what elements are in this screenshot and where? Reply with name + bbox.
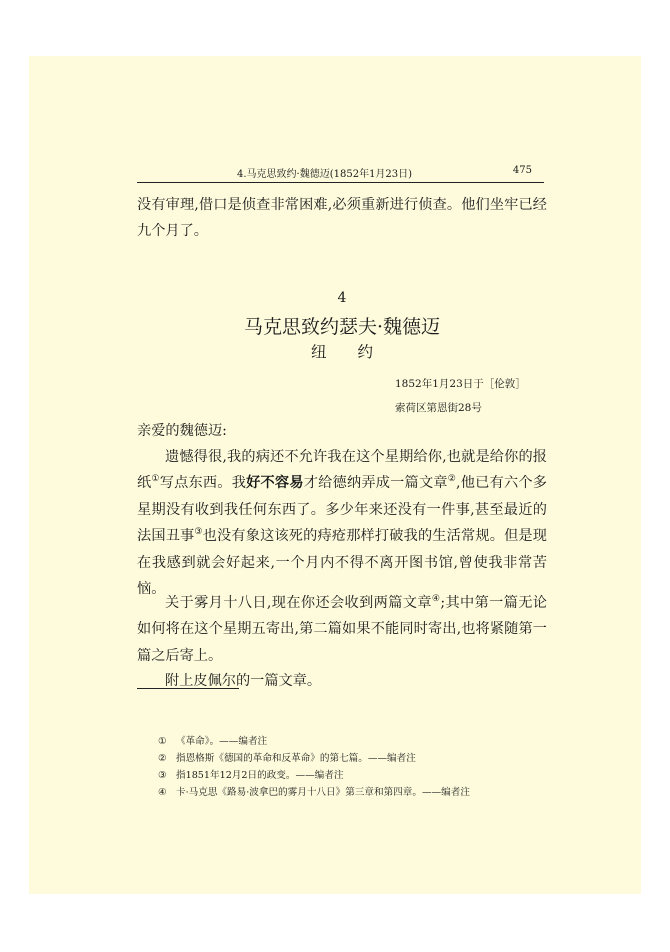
p1-text-d: ,他已有六个多星期没有收到我任何东西了。多少年来还没有一件事,甚至最近的法国丑事 [137,475,547,545]
p1-text-b: 写点东西。我 [159,475,247,492]
p1-text-c: 才给德纳弄成一篇文章 [303,475,448,492]
footnote-mark: ④ [158,787,167,798]
footnote-mark: ① [158,736,167,747]
dateline: 1852年1月23日于［伦敦］ [395,378,526,390]
p2-text-b: ;其中第一篇无论如何将在这个星期五寄出,第二篇如果不能同时寄出,也将紧随第一篇之后寄上。 [137,595,547,664]
letter-number: 4 [337,290,347,306]
salutation: 亲爱的魏德迈: [137,423,227,439]
letter-location: 纽 约 [310,343,373,361]
footnote-ref-3: ③ [194,527,203,538]
continuation-paragraph: 没有审理,借口是侦查非常困难,必须重新进行侦查。他们坐牢已经九个月了。 [137,197,547,240]
paragraph-3: 附上皮佩尔的一篇文章。 [165,673,322,689]
footnote-mark: ③ [158,770,167,781]
running-header [137,162,544,183]
footnote-rule [137,688,239,689]
page-number: 475 [512,165,532,176]
paragraph-2 [137,590,547,669]
footnote-ref-4: ④ [431,594,441,604]
footnote-1 [158,733,267,747]
footnote-ref-1: ① [151,474,160,485]
footnote-4 [158,784,470,798]
footnote-text: 指恩格斯《德国的革命和反革命》的第七篇。——编者注 [176,753,416,764]
footnote-2 [158,750,416,764]
emphasis-text: 好不容易 [246,475,304,492]
paragraph-1 [137,444,547,602]
p1-text-a: 遗憾得很,我的病还不允许我在这个星期给你,也就是给你的报纸 [137,449,547,492]
footnote-text: 卡·马克思《路易·波拿巴的雾月十八日》第三章和第四章。——编者注 [176,787,470,798]
footnote-3 [158,767,343,781]
p2-text-a: 关于雾月十八日,现在你还会收到两篇文章 [165,595,432,611]
footnote-ref-2: ② [447,474,457,485]
p1-text-e: 也没有象这该死的痔疮那样打破我的生活常规。但是现在我感到就会好起来,一个月内不得不离开图书馆,曾使我非常苦恼。 [137,528,547,598]
address-line: 索荷区第恩街28号 [395,402,482,414]
footnote-text: 指1851年12月2日的政变。——编者注 [176,770,344,781]
footnote-text: 《革命》。——编者注 [176,736,268,747]
letter-title: 马克思致约瑟夫·魏德迈 [243,316,441,338]
running-title: 4.马克思致约·魏德迈(1852年1月23日) [237,169,413,180]
footnote-mark: ② [158,753,167,764]
